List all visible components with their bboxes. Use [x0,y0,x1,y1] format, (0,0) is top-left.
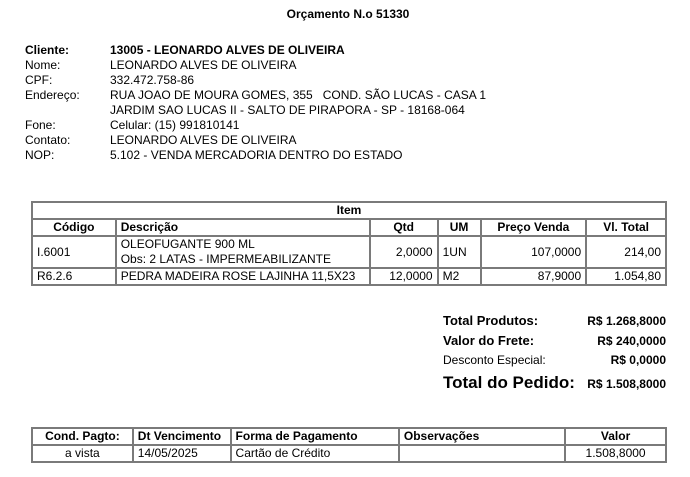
items-group-header: Item [32,202,666,219]
info-row-endereco-2 [25,103,486,118]
info-row-cpf [25,73,486,88]
label-nop: NOP: [25,148,55,162]
cell-descricao [116,236,370,268]
col-vl-total: Vl. Total [586,219,666,236]
cell-forma: Cartão de Crédito [231,445,399,462]
cell-descricao: PEDRA MADEIRA ROSE LAJINHA 11,5X23 [116,268,370,285]
col-valor: Valor [565,428,666,445]
label-contato: Contato: [25,133,71,147]
col-cond-pagto: Cond. Pagto: [32,428,133,445]
col-um: UM [438,219,481,236]
cell-vencimento: 14/05/2025 [133,445,231,462]
item-description: OLEOFUGANTE 900 ML [120,237,255,251]
cell-cond: a vista [32,445,133,462]
value-endereco-line2: JARDIM SAO LUCAS II - SALTO DE PIRAPORA - SP - 18168-064 [110,103,465,117]
col-observacoes: Observações [399,428,565,445]
valor-frete-value: R$ 240,0000 [597,334,666,348]
cell-um: 1UN [438,236,481,268]
value-cliente: 13005 - LEONARDO ALVES DE OLIVEIRA [110,43,345,57]
cell-codigo: R6.2.6 [32,268,116,285]
total-produtos-row [443,313,666,333]
items-table [31,201,667,286]
info-row-nome [25,58,486,73]
col-forma-pagamento: Forma de Pagamento [231,428,399,445]
label-cpf: CPF: [25,73,53,87]
col-descricao: Descrição [116,219,370,236]
desconto-value: R$ 0,0000 [610,353,666,367]
cell-preco: 87,9000 [481,268,587,285]
payment-header-row [32,428,666,445]
label-cliente: Cliente: [25,43,70,57]
cell-obs [399,445,565,462]
cell-preco: 107,0000 [481,236,587,268]
cell-valor: 1.508,8000 [565,445,666,462]
cell-codigo: I.6001 [32,236,116,268]
info-row-nop [25,148,486,163]
total-produtos-label: Total Produtos: [443,313,539,328]
desconto-label: Desconto Especial: [443,353,546,367]
document-title: Orçamento N.o 51330 [286,7,410,21]
payment-table [31,427,667,463]
col-dt-vencimento: Dt Vencimento [133,428,231,445]
value-cpf: 332.472.758-86 [110,73,195,87]
items-header-row [32,219,666,236]
total-pedido-row [443,373,666,393]
valor-frete-row [443,333,666,353]
customer-info [25,43,486,163]
total-pedido-value: R$ 1.508,8000 [587,377,666,391]
cell-um: M2 [438,268,481,285]
cell-qtd: 2,0000 [370,236,438,268]
totals-block [443,313,666,393]
info-row-cliente [25,43,486,58]
desconto-row [443,353,666,373]
value-fone: Celular: (15) 991810141 [110,118,240,132]
value-nome: LEONARDO ALVES DE OLIVEIRA [110,58,297,72]
label-endereco: Endereço: [25,88,80,102]
cell-total: 1.054,80 [586,268,666,285]
valor-frete-label: Valor do Frete: [443,333,535,348]
col-codigo: Código [32,219,116,236]
total-produtos-value: R$ 1.268,8000 [587,314,666,328]
label-nome: Nome: [25,58,61,72]
info-row-contato [25,133,486,148]
table-row [32,445,666,462]
value-endereco-line1: RUA JOAO DE MOURA GOMES, 355 COND. SÃO LUCAS - CASA 1 [110,88,487,102]
label-empty [25,103,110,118]
col-qtd: Qtd [370,219,438,236]
info-row-fone [25,118,486,133]
value-contato: LEONARDO ALVES DE OLIVEIRA [110,133,297,147]
info-row-endereco [25,88,486,103]
cell-total: 214,00 [586,236,666,268]
total-pedido-label: Total do Pedido: [443,373,575,392]
items-group-header-row [32,202,666,219]
value-nop: 5.102 - VENDA MERCADORIA DENTRO DO ESTADO [110,148,403,162]
item-obs: Obs: 2 LATAS - IMPERMEABILIZANTE [120,252,331,266]
col-preco-venda: Preço Venda [481,219,587,236]
label-fone: Fone: [25,118,56,132]
table-row [32,268,666,285]
cell-qtd: 12,0000 [370,268,438,285]
table-row [32,236,666,268]
